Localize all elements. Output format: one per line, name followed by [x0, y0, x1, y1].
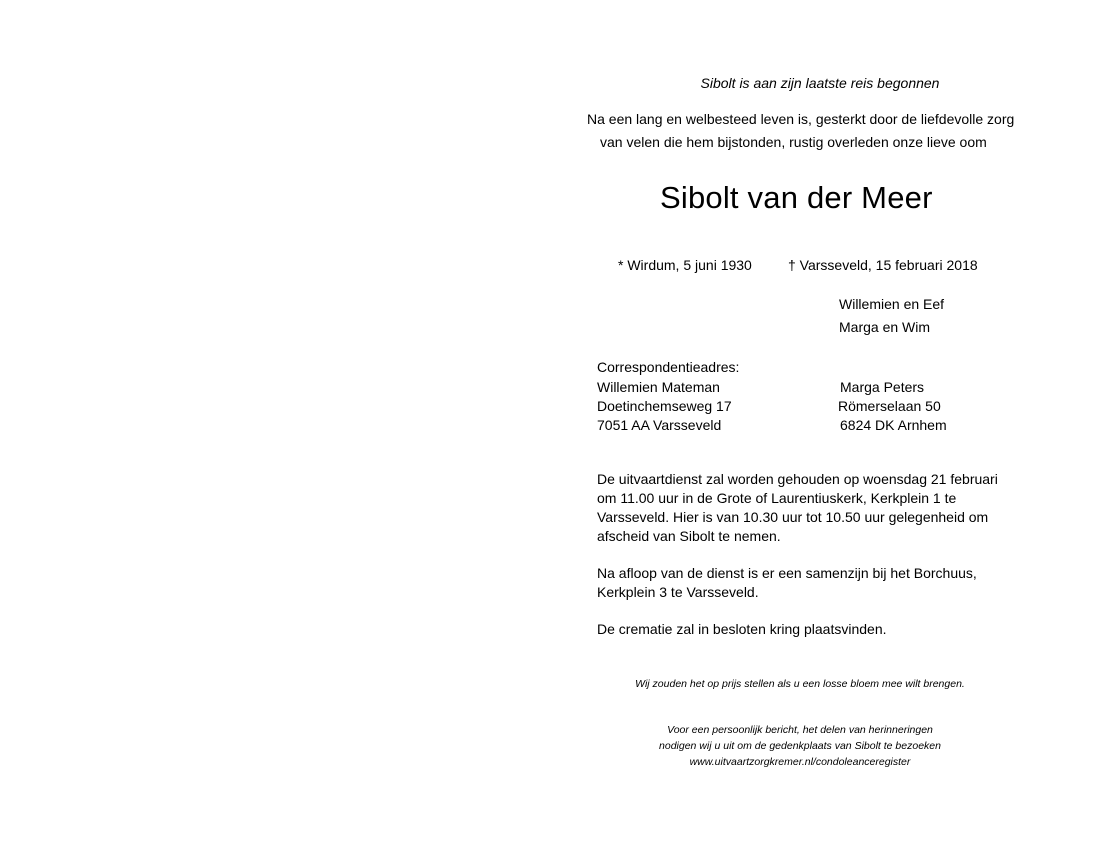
online-line-1: Voor een persoonlijk bericht, het delen van herinneringen: [667, 724, 933, 736]
flowers-note: Wij zouden het op prijs stellen als u een losse bloem mee wilt brengen.: [635, 678, 965, 690]
online-line-2: nodigen wij u uit om de gedenkplaats van Sibolt te bezoeken: [659, 740, 941, 752]
address-left-name: Willemien Mateman: [597, 379, 720, 395]
death-notice-card: [560, 0, 1080, 850]
birth-date: * Wirdum, 5 juni 1930: [618, 257, 752, 273]
address-right-city: 6824 DK Arnhem: [840, 417, 947, 433]
family-line-2: Marga en Wim: [839, 319, 931, 335]
address-left-street: Doetinchemseweg 17: [597, 398, 732, 414]
address-right-name: Marga Peters: [840, 379, 925, 395]
service-line: De uitvaartdienst zal worden gehouden op woensdag 21 februari: [597, 471, 998, 487]
service-paragraph: [597, 470, 1037, 546]
announcement-line-1: Na een lang en welbesteed leven is, gesterkt door de liefdevolle zorg: [587, 111, 1015, 127]
address-right-street: Römerselaan 50: [838, 398, 941, 414]
intro-line: Sibolt is aan zijn laatste reis begonnen: [700, 75, 940, 91]
death-date: † Varsseveld, 15 februari 2018: [788, 257, 978, 273]
gathering-line: Na afloop van de dienst is er een samenzijn bij het Borchuus,: [597, 565, 977, 581]
gathering-line: Kerkplein 3 te Varsseveld.: [597, 584, 759, 600]
correspondence-heading: Correspondentieadres:: [597, 359, 740, 375]
service-line: om 11.00 uur in de Grote of Laurentiuskerk, Kerkplein 1 te: [597, 490, 957, 506]
deceased-name: Sibolt van der Meer: [660, 180, 933, 215]
service-line: Varsseveld. Hier is van 10.30 uur tot 10.50 uur gelegenheid om: [597, 509, 989, 525]
announcement-line-2: van velen die hem bijstonden, rustig overleden onze lieve oom: [600, 134, 987, 150]
condolence-register-url: www.uitvaartzorgkremer.nl/condoleanceregister: [689, 756, 911, 768]
service-line: afscheid van Sibolt te nemen.: [597, 528, 781, 544]
cremation-note: De crematie zal in besloten kring plaatsvinden.: [597, 621, 887, 637]
family-line-1: Willemien en Eef: [839, 296, 945, 312]
address-left-city: 7051 AA Varsseveld: [597, 417, 722, 433]
gathering-paragraph: [597, 564, 1037, 602]
